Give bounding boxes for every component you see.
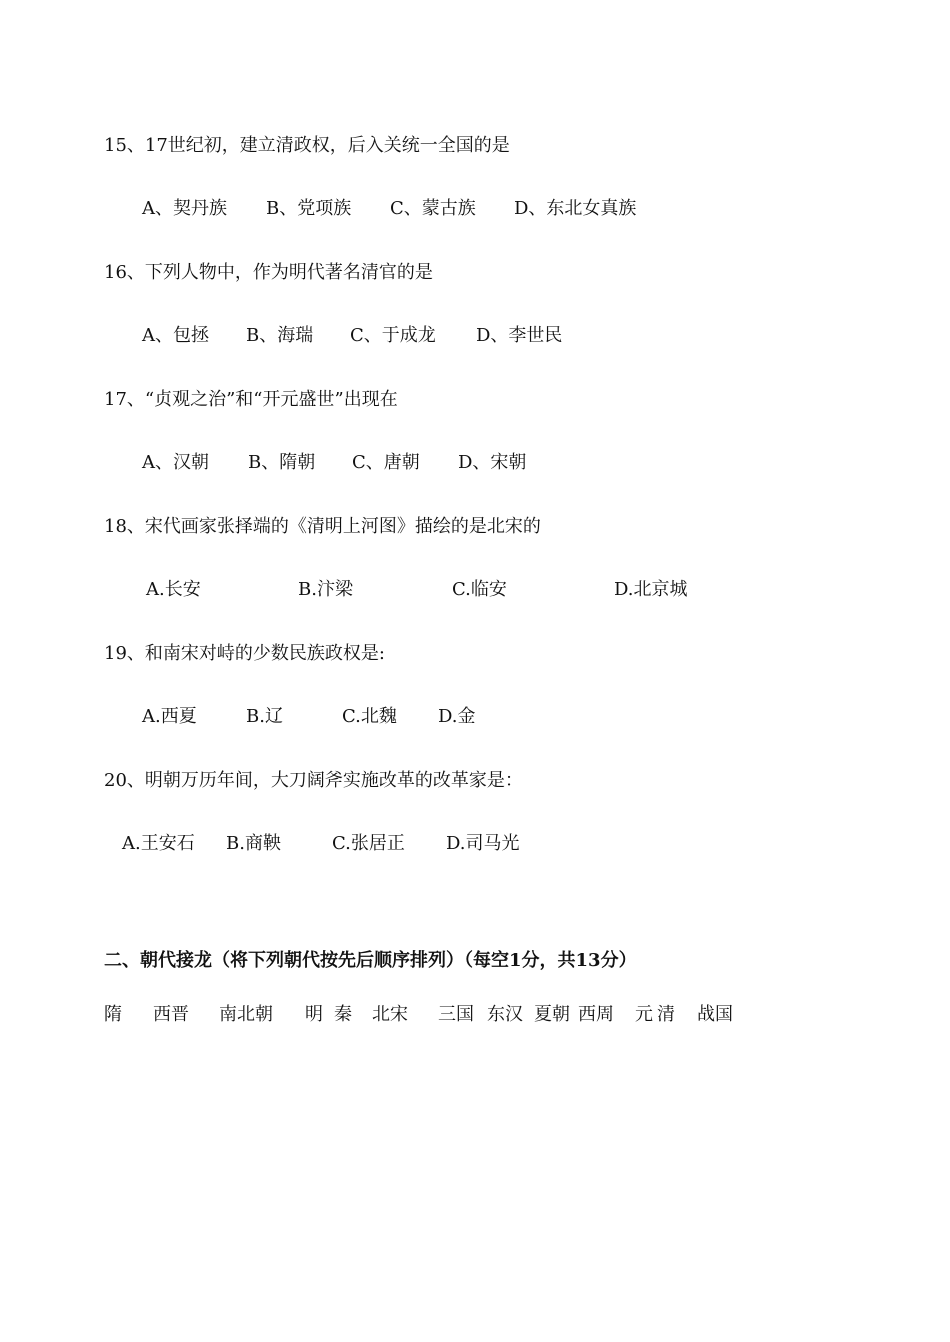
question-15-option-c: C、蒙古族 <box>390 198 476 219</box>
question-15-option-b: B、党项族 <box>266 198 352 219</box>
question-18-option-b: B.汴梁 <box>298 579 353 600</box>
dynasty-item: 元 <box>635 1004 653 1025</box>
question-16-option-b: B、海瑞 <box>246 325 314 346</box>
dynasty-item: 秦 <box>334 1004 352 1025</box>
question-16-option-d: D、李世民 <box>476 325 563 346</box>
question-18-stem: 18、宋代画家张择端的《清明上河图》描绘的是北宋的 <box>104 516 541 537</box>
question-15-option-a: A、契丹族 <box>142 198 227 219</box>
question-18-option-a: A.长安 <box>146 579 201 600</box>
dynasty-item: 战国 <box>697 1004 733 1025</box>
dynasty-item: 明 <box>305 1004 323 1025</box>
question-15-option-d: D、东北女真族 <box>514 198 637 219</box>
question-18-option-d: D.北京城 <box>614 579 688 600</box>
question-16-option-c: C、于成龙 <box>350 325 436 346</box>
dynasty-item: 西周 <box>578 1004 614 1025</box>
question-19-option-c: C.北魏 <box>342 706 397 727</box>
question-19-option-b: B.辽 <box>246 706 283 727</box>
dynasty-item: 清 <box>657 1004 675 1025</box>
question-16-option-a: A、包拯 <box>142 325 209 346</box>
question-19-stem: 19、和南宋对峙的少数民族政权是: <box>104 643 385 664</box>
dynasty-item: 隋 <box>104 1004 122 1025</box>
question-17-option-a: A、汉朝 <box>142 452 209 473</box>
section-2-title: 二、朝代接龙（将下列朝代按先后顺序排列）（每空1分，共13分） <box>104 950 637 971</box>
question-20-option-d: D.司马光 <box>446 833 520 854</box>
dynasty-item: 东汉 <box>487 1004 523 1025</box>
question-15-stem: 15、17世纪初，建立清政权，后入关统一全国的是 <box>104 135 510 156</box>
dynasty-item: 南北朝 <box>219 1004 273 1025</box>
question-19-option-d: D.金 <box>438 706 476 727</box>
dynasty-item: 夏朝 <box>534 1004 570 1025</box>
question-18-option-c: C.临安 <box>452 579 507 600</box>
dynasty-item: 三国 <box>438 1004 474 1025</box>
question-17-option-b: B、隋朝 <box>248 452 316 473</box>
question-17-option-c: C、唐朝 <box>352 452 420 473</box>
question-20-option-b: B.商鞅 <box>226 833 281 854</box>
question-19-option-a: A.西夏 <box>142 706 197 727</box>
dynasty-item: 西晋 <box>153 1004 189 1025</box>
question-20-option-c: C.张居正 <box>332 833 405 854</box>
dynasty-item: 北宋 <box>372 1004 408 1025</box>
question-17-option-d: D、宋朝 <box>458 452 527 473</box>
question-17-stem: 17、“贞观之治”和“开元盛世”出现在 <box>104 389 398 410</box>
question-20-option-a: A.王安石 <box>122 833 195 854</box>
question-20-stem: 20、明朝万历年间，大刀阔斧实施改革的改革家是： <box>104 770 523 791</box>
question-16-stem: 16、下列人物中，作为明代著名清官的是 <box>104 262 433 283</box>
